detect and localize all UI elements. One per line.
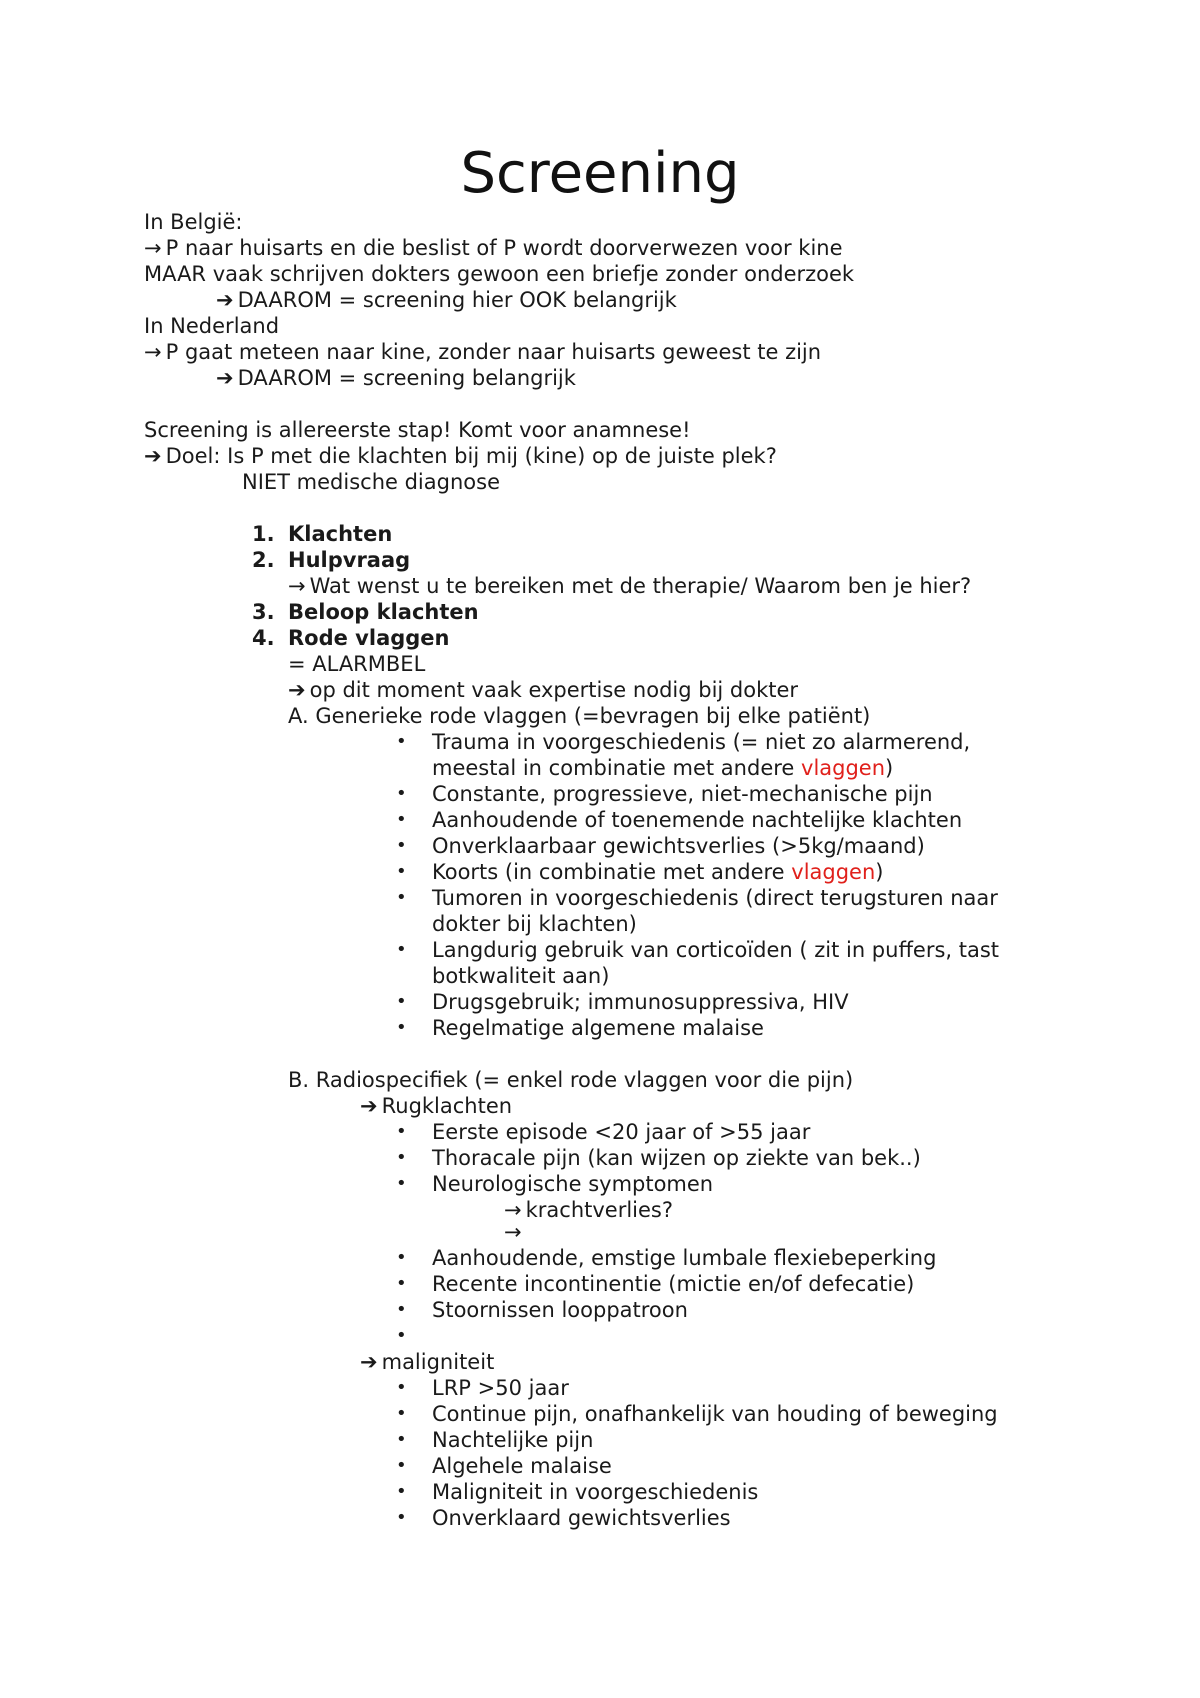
bullet-icon: • (396, 1147, 407, 1168)
generiek-item-trauma-cont (432, 755, 893, 781)
neuro-sub-empty (504, 1219, 526, 1245)
bullet-icon: • (396, 1507, 407, 1528)
generiek-heading: A. Generieke rode vlaggen (=bevragen bij elke patiënt) (288, 704, 871, 728)
arrow-right-icon: → (504, 1198, 522, 1222)
generiek-item-constante: Constante, progressieve, niet-mechanische pijn (432, 782, 933, 806)
bullet-icon: • (396, 1481, 407, 1502)
trauma-cont-text: meestal in combinatie met andere (432, 756, 802, 780)
bullet-icon: • (396, 1403, 407, 1424)
generiek-item-gewicht: Onverklaarbaar gewichtsverlies (>5kg/maand) (432, 834, 925, 858)
hulpvraag-sub (288, 573, 971, 599)
generiek-item-tumoren-cont: dokter bij klachten) (432, 912, 637, 936)
step-number-4: 4. (252, 626, 275, 650)
expertise-text: op dit moment vaak expertise nodig bij dokter (309, 678, 799, 702)
generiek-item-corticoiden: Langdurig gebruik van corticoïden ( zit in puffers, tast (432, 938, 1000, 962)
bullet-icon: • (396, 1173, 407, 1194)
arrow-right-icon: → (144, 236, 162, 260)
step-number-1: 1. (252, 522, 275, 546)
belgie-line-1 (144, 235, 843, 261)
bullet-icon: • (396, 1299, 407, 1320)
generiek-item-malaise: Regelmatige algemene malaise (432, 1016, 764, 1040)
trauma-cont-end: ) (885, 756, 894, 780)
alarmbel: = ALARMBEL (288, 652, 426, 676)
step-number-3: 3. (252, 600, 275, 624)
bold-arrow-icon: ➔ (288, 678, 306, 702)
belgie-heading: In België: (144, 210, 243, 234)
generiek-item-drugs: Drugsgebruik; immunosuppressiva, HIV (432, 990, 849, 1014)
bullet-icon: • (396, 783, 407, 804)
mal-item-lrp: LRP >50 jaar (432, 1376, 569, 1400)
generiek-item-corticoiden-cont: botkwaliteit aan) (432, 964, 610, 988)
generiek-item-tumoren: Tumoren in voorgeschiedenis (direct terugsturen naar (432, 886, 998, 910)
nederland-line-2 (216, 365, 576, 391)
radio-heading: B. Radiospecifiek (= enkel rode vlaggen voor die pijn) (288, 1068, 854, 1092)
generiek-item-nachtelijk: Aanhoudende of toenemende nachtelijke klachten (432, 808, 963, 832)
mal-item-continue: Continue pijn, onafhankelijk van houding of beweging (432, 1402, 998, 1426)
belgie-line-3 (216, 287, 677, 313)
bold-arrow-icon: ➔ (144, 444, 162, 468)
nederland-heading: In Nederland (144, 314, 280, 338)
koorts-end: ) (875, 860, 884, 884)
rug-item-incontinentie: Recente incontinentie (mictie en/of defecatie) (432, 1272, 915, 1296)
bullet-icon: • (396, 939, 407, 960)
arrow-right-icon: → (288, 574, 306, 598)
arrow-right-icon: → (144, 340, 162, 364)
step-rode-vlaggen: Rode vlaggen (288, 626, 450, 650)
generiek-item-trauma: Trauma in voorgeschiedenis (= niet zo alarmerend, (432, 730, 971, 754)
rug-item-looppatroon: Stoornissen looppatroon (432, 1298, 688, 1322)
bullet-icon: • (396, 809, 407, 830)
mal-item-gewicht: Onverklaard gewichtsverlies (432, 1506, 731, 1530)
belgie-line-2: MAAR vaak schrijven dokters gewoon een briefje zonder onderzoek (144, 262, 855, 286)
red-word-vlaggen: vlaggen (801, 756, 886, 780)
doel-line (144, 443, 777, 469)
bullet-icon: • (396, 1273, 407, 1294)
bullet-icon: • (396, 1429, 407, 1450)
step-number-2: 2. (252, 548, 275, 572)
screening-stap: Screening is allereerste stap! Komt voor anamnese! (144, 418, 691, 442)
bullet-icon: • (396, 731, 407, 752)
bold-arrow-icon: ➔ (216, 288, 234, 312)
rugklachten-text: Rugklachten (381, 1094, 513, 1118)
bullet-icon: • (396, 1455, 407, 1476)
bullet-icon: • (396, 1325, 407, 1346)
belgie-line-3-text: DAAROM = screening hier OOK belangrijk (237, 288, 677, 312)
generiek-item-koorts (432, 859, 884, 885)
nederland-line-1-text: P gaat meteen naar kine, zonder naar huisarts geweest te zijn (165, 340, 822, 364)
koorts-text: Koorts (in combinatie met andere (432, 860, 792, 884)
bullet-icon: • (396, 861, 407, 882)
mal-item-voorgeschiedenis: Maligniteit in voorgeschiedenis (432, 1480, 759, 1504)
bullet-icon: • (396, 991, 407, 1012)
rug-item-neurologisch: Neurologische symptomen (432, 1172, 714, 1196)
bullet-icon: • (396, 887, 407, 908)
rugklachten-line (360, 1093, 512, 1119)
doel-text: Doel: Is P met die klachten bij mij (kine) op de juiste plek? (165, 444, 777, 468)
bullet-icon: • (396, 1017, 407, 1038)
nederland-line-2-text: DAAROM = screening belangrijk (237, 366, 576, 390)
bold-arrow-icon: ➔ (360, 1094, 378, 1118)
mal-item-nachtelijk: Nachtelijke pijn (432, 1428, 594, 1452)
bold-arrow-icon: ➔ (216, 366, 234, 390)
step-klachten: Klachten (288, 522, 393, 546)
belgie-line-1-text: P naar huisarts en die beslist of P wordt doorverwezen voor kine (165, 236, 843, 260)
neuro-sub-krachtverlies (504, 1197, 673, 1223)
hulpvraag-sub-text: Wat wenst u te bereiken met de therapie/ Waarom ben je hier? (309, 574, 972, 598)
maligniteit-line (360, 1349, 494, 1375)
expertise-line (288, 677, 798, 703)
niet-medische-diagnose: NIET medische diagnose (242, 470, 500, 494)
maligniteit-text: maligniteit (381, 1350, 495, 1374)
step-beloop-klachten: Beloop klachten (288, 600, 479, 624)
bullet-icon: • (396, 1377, 407, 1398)
mal-item-malaise: Algehele malaise (432, 1454, 612, 1478)
rug-item-flexie: Aanhoudende, emstige lumbale flexiebeperking (432, 1246, 937, 1270)
nederland-line-1 (144, 339, 821, 365)
arrow-right-icon: → (504, 1220, 522, 1244)
bold-arrow-icon: ➔ (360, 1350, 378, 1374)
bullet-icon: • (396, 835, 407, 856)
krachtverlies-text: krachtverlies? (525, 1198, 674, 1222)
bullet-icon: • (396, 1121, 407, 1142)
red-word-vlaggen: vlaggen (791, 860, 876, 884)
page-title: Screening (460, 141, 740, 206)
bullet-icon: • (396, 1247, 407, 1268)
step-hulpvraag: Hulpvraag (288, 548, 411, 572)
rug-item-thoracale: Thoracale pijn (kan wijzen op ziekte van bek..) (432, 1146, 921, 1170)
rug-item-episode: Eerste episode <20 jaar of >55 jaar (432, 1120, 811, 1144)
